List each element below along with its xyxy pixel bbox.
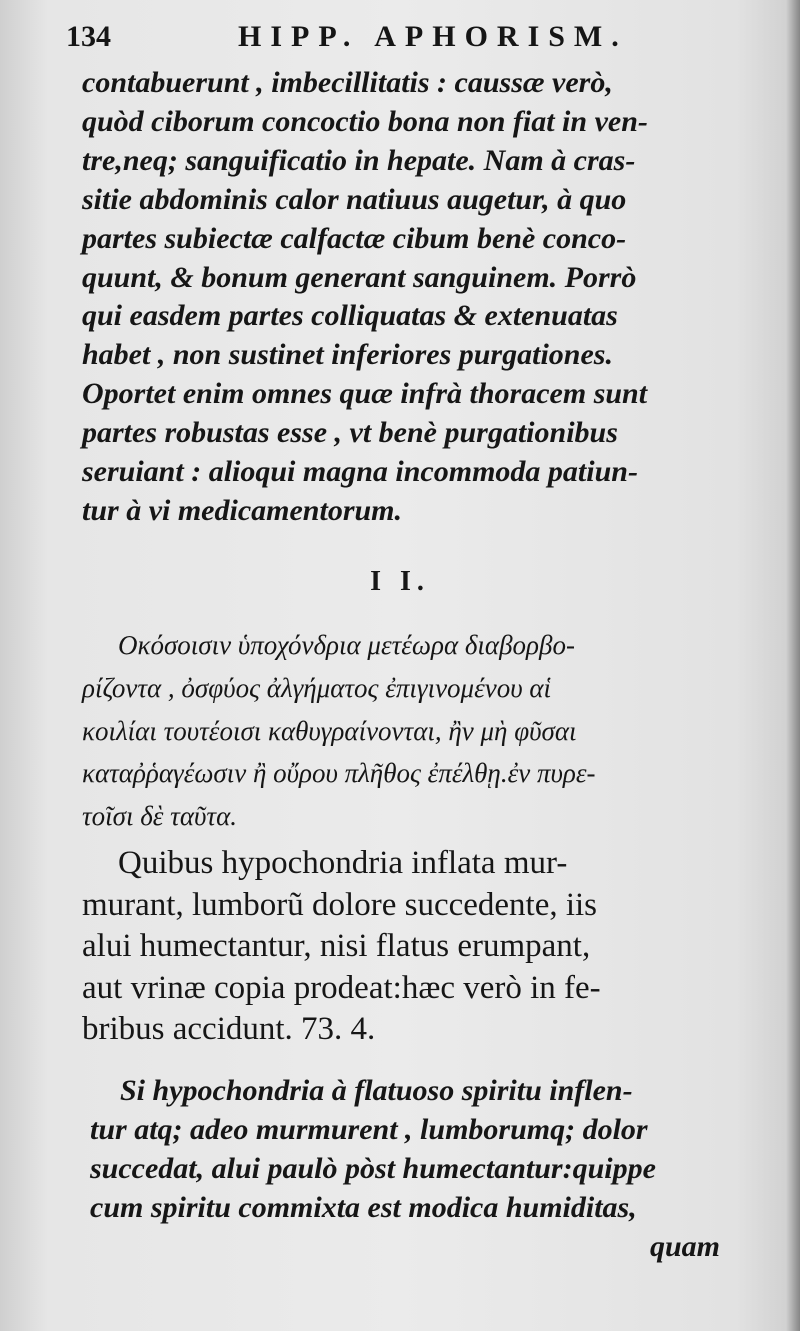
text-line: Si hypochondria à flatuoso spiritu inflen- [120, 1074, 633, 1107]
text-line: quunt, & bonum generant sanguinem. Porrò [82, 260, 637, 294]
aphorism-line: bribus accidunt. 73. 4. [82, 1011, 376, 1047]
text-line: tur atq; adeo murmurent , lumborumq; dolor [90, 1112, 648, 1146]
text-line: sitie abdominis calor natiuus augetur, à quo [82, 182, 627, 216]
greek-line: κοιλίαι τουτέοισι καθυγραίνονται, ἢν μὴ φῦσαι [82, 715, 577, 746]
section-number: I I. [370, 566, 430, 597]
aphorism-line: aut vrinæ copia prodeat:hæc verò in fe- [82, 969, 601, 1006]
running-head: HIPP. APHORISM. [238, 20, 628, 53]
text-line: qui easdem partes colliquatas & extenuatas [82, 299, 618, 333]
greek-line: τοῖσι δὲ ταῦτα. [82, 801, 237, 832]
text-line: partes robustas esse , vt benè purgationibus [82, 416, 618, 450]
text-line: succedat, alui paulò pòst humectantur:quippe [90, 1151, 656, 1185]
text-line: tre,neq; sanguificatio in hepate. Nam à cras- [82, 143, 636, 177]
text-line: habet , non sustinet inferiores purgationes. [82, 338, 613, 372]
text-line: quòd ciborum concoctio bona non fiat in ven- [82, 104, 648, 138]
commentary-top [82, 64, 737, 531]
greek-line: Οκόσοισιν ὑποχόνδρια μετέωρα διαβορβο- [118, 630, 575, 660]
latin-aphorism [82, 843, 737, 1051]
text-line: Oportet enim omnes quæ infrà thoracem sunt [82, 377, 648, 411]
aphorism-line: Quibus hypochondria inflata mur- [118, 845, 568, 881]
catchword: quam [650, 1230, 721, 1263]
aphorism-line: alui humectantur, nisi flatus erumpant, [82, 928, 591, 964]
text-line: seruiant : alioqui magna incommoda patiun- [82, 455, 638, 489]
commentary-bottom [90, 1072, 745, 1228]
text-line: partes subiectæ calfactæ cibum benè conco- [82, 221, 627, 255]
page-number: 134 [66, 20, 111, 53]
greek-aphorism [82, 624, 733, 838]
text-line: tur à vi medicamentorum. [82, 493, 403, 527]
aphorism-line: murant, lumborũ dolore succedente, iis [82, 886, 598, 923]
page-header [66, 20, 746, 60]
text-line: contabuerunt , imbecillitatis : caussæ verò, [82, 66, 613, 99]
greek-line: καταῤῥαγέωσιν ἢ οὔρου πλῆθος ἐπέλθῃ.ἐν πυρε- [82, 758, 596, 789]
greek-line: ρίζοντα , ὀσφύος ἀλγήματος ἐπιγινομένου αἱ [82, 672, 552, 703]
text-line: cum spiritu commixta est modica humiditas, [90, 1190, 637, 1224]
